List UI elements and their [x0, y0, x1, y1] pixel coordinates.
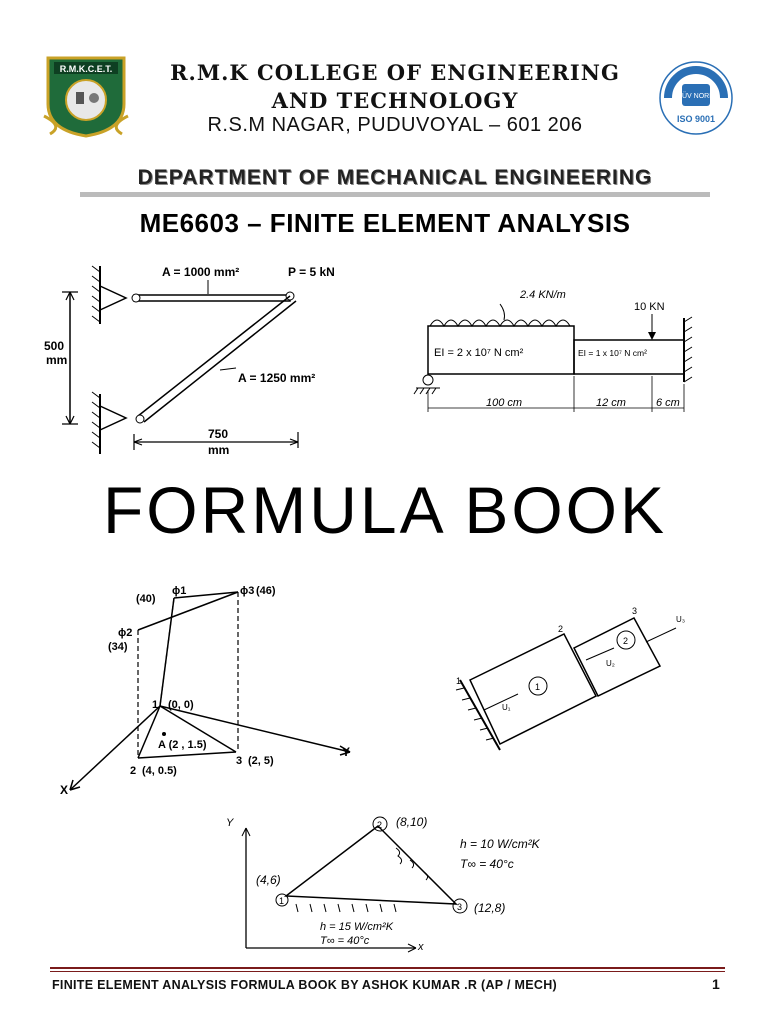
bar-element-1: 1 — [535, 682, 541, 692]
college-name-line1: R.M.K COLLEGE OF ENGINEERING — [170, 60, 620, 85]
beam-udl: 2.4 KN/m — [520, 289, 566, 301]
bar-u1: U₁ — [502, 703, 511, 712]
beam-dim3: 6 cm — [656, 397, 680, 409]
iso-text: ISO 9001 — [676, 114, 716, 124]
heat-axis-x: x — [418, 941, 424, 953]
logo-text: R.M.K.C.E.T. — [59, 64, 113, 74]
cert-text: TÜV NORD — [677, 93, 715, 100]
page-number: 1 — [712, 976, 720, 992]
heat-coord-1: (4,6) — [256, 873, 281, 887]
truss-load: P = 5 kN — [288, 265, 335, 279]
heat-node-2: 2 — [377, 820, 383, 830]
beam-point-load: 10 KN — [634, 301, 665, 313]
college-logo — [40, 54, 132, 138]
truss-height: 500 — [44, 339, 65, 353]
beam-dim2: 12 cm — [596, 397, 626, 409]
department-title: DEPARTMENT OF MECHANICAL ENGINEERING — [80, 166, 710, 197]
heat-coord-3: (12,8) — [474, 901, 506, 915]
footer-text: FINITE ELEMENT ANALYSIS FORMULA BOOK BY ASHOK KUMAR .R (AP / MECH) — [52, 978, 557, 992]
truss-area-top: A = 1000 mm² — [162, 265, 240, 279]
phi-3: ϕ3 — [240, 585, 255, 597]
coord-2-5: (2, 5) — [248, 755, 274, 767]
heat-axis-y: Y — [226, 817, 234, 829]
val-34: (34) — [108, 641, 128, 653]
heat-t-right: T∞ = 40°c — [460, 857, 514, 871]
heat-t-bottom: T∞ = 40°c — [320, 935, 370, 947]
college-address: R.S.M NAGAR, PUDUVOYAL – 601 206 — [207, 114, 583, 136]
heat-h-right: h = 10 W/cm²K — [460, 837, 540, 851]
coord-0-0: (0, 0) — [168, 699, 194, 711]
stepped-bar-diagram — [446, 600, 706, 760]
formula-book-title: FORMULA BOOK — [102, 473, 668, 547]
college-name-line2: AND TECHNOLOGY — [271, 88, 519, 113]
phi-2: ϕ2 — [118, 627, 133, 639]
truss-span-unit: mm — [208, 443, 230, 457]
bar-u3: U₃ — [676, 615, 686, 624]
truss-height-unit: mm — [46, 353, 68, 367]
bar-node-2: 2 — [558, 624, 564, 634]
course-title: ME6603 – FINITE ELEMENT ANALYSIS — [139, 208, 631, 238]
footer-rule-thin — [50, 971, 725, 972]
heat-coord-2: (8,10) — [396, 815, 428, 829]
truss-diagram — [40, 258, 360, 458]
truss-area-diag: A = 1250 mm² — [238, 371, 316, 385]
coord-4-05: (4, 0.5) — [142, 765, 177, 777]
node-2-label: 2 — [130, 765, 137, 777]
heat-h-bottom: h = 15 W/cm²K — [320, 921, 394, 933]
node-1-label: 1 — [152, 699, 159, 711]
tuv-iso-badge — [658, 60, 734, 136]
triangle-3d-diagram — [60, 580, 360, 800]
point-a: A (2 , 1.5) — [158, 739, 207, 751]
beam-diagram — [408, 278, 708, 428]
val-46: (46) — [256, 585, 276, 597]
footer-rule — [50, 967, 725, 969]
heat-node-3: 3 — [457, 902, 463, 912]
bar-u2: U₂ — [606, 659, 615, 668]
axis-y-label: Y — [342, 745, 351, 759]
beam-ei-left: EI = 2 x 10⁷ N cm² — [434, 347, 524, 359]
bar-node-3: 3 — [632, 606, 638, 616]
truss-span: 750 — [208, 427, 229, 441]
heat-triangle-diagram — [220, 812, 600, 960]
bar-node-1: 1 — [456, 676, 462, 686]
bar-element-2: 2 — [623, 636, 629, 646]
phi-1: ϕ1 — [172, 585, 187, 597]
heat-node-1: 1 — [279, 896, 285, 906]
node-3-label: 3 — [236, 755, 243, 767]
val-40: (40) — [136, 593, 156, 605]
beam-dim1: 100 cm — [486, 397, 523, 409]
axis-x-label: X — [60, 783, 69, 797]
beam-ei-right: EI = 1 x 10⁷ N cm² — [578, 348, 647, 358]
